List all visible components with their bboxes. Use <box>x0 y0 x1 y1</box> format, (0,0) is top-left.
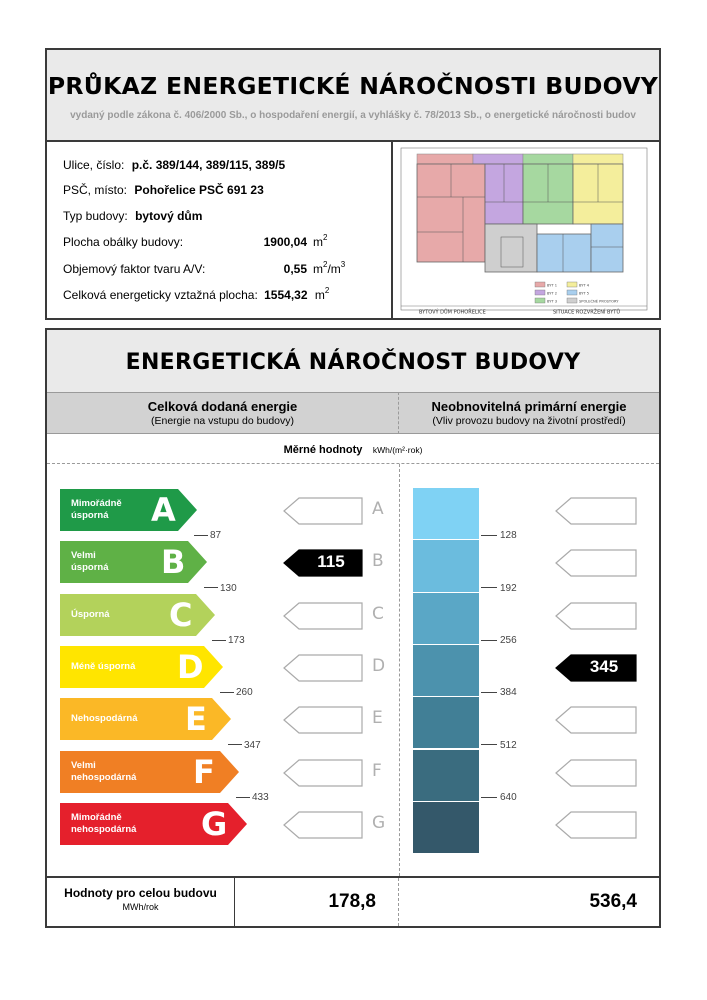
delivered-pointer-letter-g: G <box>372 812 386 833</box>
legend-byt4: BYT 4 <box>579 283 590 288</box>
legend-byt2: BYT 2 <box>547 291 558 296</box>
class-arrow-b <box>60 541 208 583</box>
primary-bar-g <box>413 802 479 853</box>
postal-value: Pohořelice PSČ 691 23 <box>134 183 264 197</box>
class-arrow-d <box>60 646 224 688</box>
envelope-value: 1900,04 <box>263 235 307 249</box>
legend-byt5: BYT 5 <box>579 291 590 296</box>
specific-values-row <box>47 434 659 464</box>
area-unit: $m^2$ <box>314 286 330 302</box>
class-arrow-g <box>60 803 248 845</box>
primary-energy-header <box>399 392 659 434</box>
primary-energy-title: Neobnovitelná primární energie <box>431 399 627 414</box>
class-name-c: Úsporná <box>71 608 110 620</box>
class-arrow-f <box>60 751 240 793</box>
class-name-e: Nehospodárná <box>71 713 138 725</box>
primary-threshold-128: 128 <box>481 530 517 541</box>
totals-primary-value: 536,4 <box>589 891 637 912</box>
class-name-g: Mimořádně nehospodárná <box>71 811 137 835</box>
delivered-pointer-letter-a: A <box>372 499 384 519</box>
primary-pointer-a <box>555 497 637 530</box>
certificate-title: PRŮKAZ ENERGETICKÉ NÁROČNOSTI BUDOVY <box>47 72 659 100</box>
primary-bar-a <box>413 488 479 539</box>
shape-unit: $m^2/m^3$ <box>313 260 346 276</box>
delivered-threshold-433: 433 <box>236 792 269 803</box>
specific-values-unit: kWh/(m²·rok) <box>372 445 423 455</box>
type-label: Typ budovy: <box>63 209 128 223</box>
energy-title: ENERGETICKÁ NÁROČNOST BUDOVY <box>125 350 581 375</box>
class-name-f: Velmi nehospodárná <box>71 759 137 783</box>
area-value: 1554,32 <box>264 288 308 302</box>
certificate-header <box>45 48 661 320</box>
class-letter-f: F <box>193 752 215 791</box>
primary-bar-c <box>413 593 479 644</box>
primary-threshold-256: 256 <box>481 635 517 646</box>
legend-byt3: BYT 3 <box>547 299 558 304</box>
delivered-pointer-letter-d: D <box>372 655 386 676</box>
primary-bar-e <box>413 697 479 748</box>
primary-bar-b <box>413 540 479 591</box>
column-divider <box>399 464 400 876</box>
totals-row <box>47 876 659 926</box>
class-name-a: Mimořádně úsporná <box>71 498 122 521</box>
class-name-b: Velmi úsporná <box>71 550 109 574</box>
envelope-label: Plocha obálky budovy: <box>63 235 184 249</box>
plan-caption-right: SITUACE ROZVRŽENÍ BYTŮ <box>553 309 620 316</box>
delivered-energy-header <box>47 392 399 434</box>
delivered-pointer-f <box>283 759 363 792</box>
primary-pointer-b <box>555 549 637 582</box>
primary-bar-f <box>413 750 479 801</box>
primary-pointer-c <box>555 602 637 635</box>
energy-performance-box <box>45 328 661 928</box>
class-letter-a: A <box>151 491 176 529</box>
primary-value: 345 <box>589 656 619 676</box>
postal-label: PSČ, místo: <box>63 183 128 197</box>
specific-values-label: Měrné hodnoty <box>283 444 363 456</box>
delivered-pointer-g <box>283 811 363 844</box>
class-letter-c: C <box>169 595 193 634</box>
shape-label: Objemový faktor tvaru A/V: <box>63 262 206 276</box>
address-value: p.č. 389/144, 389/115, 389/5 <box>131 158 286 172</box>
totals-unit: MWh/rok <box>122 902 159 912</box>
area-label: Celková energeticky vztažná plocha: <box>63 288 258 302</box>
legend-byt1: BYT 1 <box>547 283 558 288</box>
certificate-subtitle: vydaný podle zákona č. 406/2000 Sb., o hospodaření energií, a vyhlášky č. 78/2013 Sb., o energetické náročnosti budov <box>70 110 636 121</box>
primary-bar-d <box>413 645 479 696</box>
type-row <box>63 209 202 223</box>
primary-pointer-d <box>555 654 637 687</box>
primary-pointer-f <box>555 759 637 792</box>
totals-label: Hodnoty pro celou budovu <box>64 886 217 900</box>
primary-energy-subtitle: (Vliv provozu budovy na životní prostředí) <box>432 415 626 427</box>
delivered-pointer-letter-b: B <box>372 551 384 572</box>
class-arrow-c <box>60 594 216 636</box>
primary-pointer-g <box>555 811 637 844</box>
floor-plan-drawing <box>393 142 655 316</box>
delivered-threshold-260: 260 <box>220 687 253 698</box>
totals-label-box <box>47 878 235 926</box>
class-arrow-a <box>60 489 198 531</box>
address-label: Ulice, číslo: <box>63 158 125 172</box>
delivered-pointer-c <box>283 602 363 635</box>
totals-delivered-value: 178,8 <box>235 878 399 926</box>
class-letter-g: G <box>201 804 228 843</box>
area-row <box>63 288 329 302</box>
primary-threshold-192: 192 <box>481 583 517 594</box>
primary-threshold-384: 384 <box>481 687 517 698</box>
delivered-threshold-173: 173 <box>212 635 245 646</box>
delivered-energy-subtitle: (Energie na vstupu do budovy) <box>150 415 294 427</box>
class-letter-b: B <box>161 543 186 582</box>
delivered-pointer-letter-c: C <box>372 603 384 624</box>
postal-row <box>63 183 264 197</box>
primary-threshold-640: 640 <box>481 792 517 803</box>
envelope-unit: $m^2$ <box>313 233 328 249</box>
shape-value: 0,55 <box>283 262 307 276</box>
delivered-threshold-87: 87 <box>194 530 221 541</box>
delivered-energy-title: Celková dodaná energie <box>147 399 298 414</box>
building-info-panel <box>47 140 393 318</box>
primary-pointer-e <box>555 706 637 739</box>
floor-plan-panel <box>393 140 659 318</box>
legend-common: SPOLEČNÉ PROSTORY <box>579 299 619 304</box>
delivered-pointer-a <box>283 497 363 530</box>
delivered-pointer-b <box>283 549 363 582</box>
delivered-pointer-letter-f: F <box>372 760 382 781</box>
type-value: bytový dům <box>135 209 203 223</box>
delivered-pointer-d <box>283 654 363 687</box>
delivered-pointer-e <box>283 706 363 739</box>
plan-caption-left: BYTOVÝ DŮM POHOŘELICE <box>419 309 486 316</box>
address-row <box>63 158 285 172</box>
class-letter-d: D <box>177 647 204 686</box>
delivered-pointer-letter-e: E <box>372 708 383 729</box>
delivered-threshold-130: 130 <box>204 583 237 594</box>
delivered-value: 115 <box>317 552 345 572</box>
class-letter-e: E <box>185 700 207 739</box>
primary-threshold-512: 512 <box>481 740 517 751</box>
delivered-threshold-347: 347 <box>228 740 261 751</box>
class-name-d: Méně úsporná <box>71 660 136 672</box>
class-arrow-e <box>60 698 232 740</box>
